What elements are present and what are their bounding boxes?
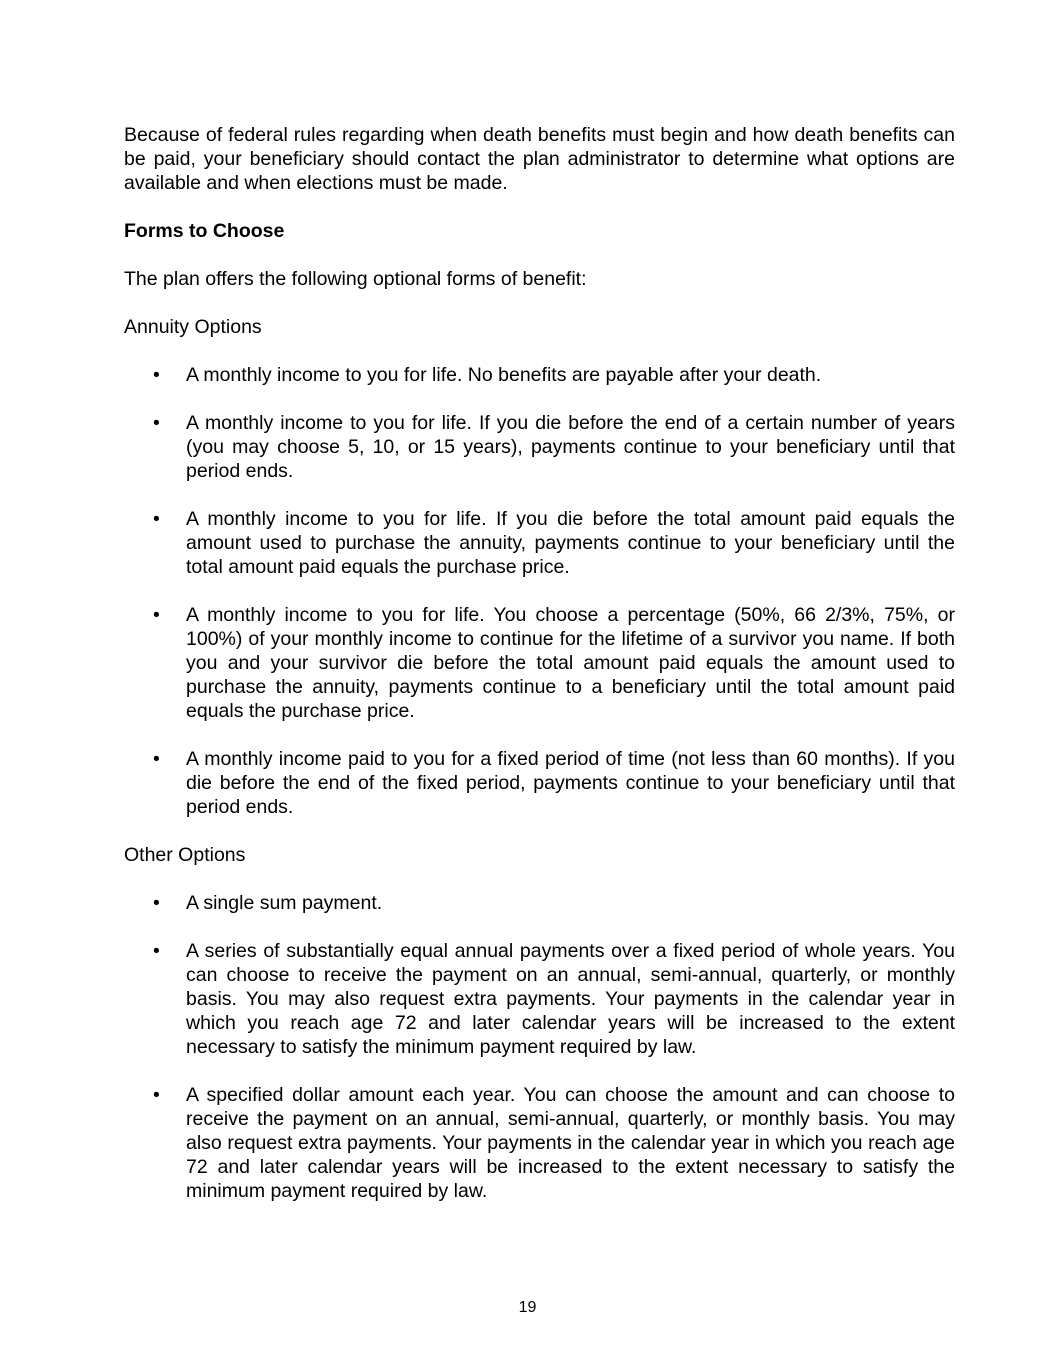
list-item (124, 747, 955, 819)
document-body (124, 123, 955, 1227)
list-item (124, 1083, 955, 1203)
list-item-text: A monthly income to you for life. If you die before the total amount paid equals the amount used to purchase the annuity, payments continue to your beneficiary until the total amount paid equals the purchase price. (186, 508, 955, 578)
list-item (124, 939, 955, 1059)
list-item-text: A monthly income to you for life. If you die before the end of a certain number of years (you may choose 5, 10, or 15 years), payments continue to your beneficiary until that period ends. (186, 412, 955, 482)
bullet-icon: • (153, 412, 160, 434)
section-heading: Forms to Choose (124, 220, 285, 242)
list-item (124, 603, 955, 723)
list-item (124, 363, 955, 387)
bullet-icon: • (153, 940, 160, 962)
list-item-text: A monthly income to you for life. No benefits are payable after your death. (186, 364, 822, 386)
intro-paragraph: Because of federal rules regarding when death benefits must begin and how death benefits can be paid, your beneficiary should contact the plan administrator to determine what options are available and when elections must be made. (124, 124, 955, 194)
list-item (124, 891, 955, 915)
list-item-text: A specified dollar amount each year. You can choose the amount and can choose to receive the payment on an annual, semi-annual, quarterly, or monthly basis. You may also request extra payments. Your payments in the calendar year in which you reach age 72 and later calendar years will be increased to the extent necessary to satisfy the minimum payment required by law. (186, 1084, 955, 1202)
annuity-options-label: Annuity Options (124, 316, 262, 338)
list-item-text: A monthly income to you for life. You choose a percentage (50%, 66 2/3%, 75%, or 100%) of your monthly income to continue for the lifetime of a survivor you name. If both you and your survivor die before the total amount paid equals the amount used to purchase the annuity, payments continue to a beneficiary until the total amount paid equals the purchase price. (186, 604, 955, 722)
other-options-list (124, 891, 955, 1203)
page-number: 19 (518, 1299, 537, 1316)
annuity-options-list (124, 363, 955, 819)
list-item (124, 507, 955, 579)
bullet-icon: • (153, 508, 160, 530)
list-item-text: A monthly income paid to you for a fixed period of time (not less than 60 months). If you die before the end of the fixed period, payments continue to your beneficiary until that period ends. (186, 748, 955, 818)
bullet-icon: • (153, 604, 160, 626)
list-item (124, 411, 955, 483)
list-item-text: A single sum payment. (186, 892, 383, 914)
bullet-icon: • (153, 1084, 160, 1106)
bullet-icon: • (153, 892, 160, 914)
bullet-icon: • (153, 364, 160, 386)
bullet-icon: • (153, 748, 160, 770)
list-item-text: A series of substantially equal annual payments over a fixed period of whole years. You can choose to receive the payment on an annual, semi-annual, quarterly, or monthly basis. You may also request extra payments. Your payments in the calendar year in which you reach age 72 and later calendar years will be increased to the extent necessary to satisfy the minimum payment required by law. (186, 940, 955, 1058)
other-options-label: Other Options (124, 844, 246, 866)
lead-sentence: The plan offers the following optional forms of benefit: (124, 268, 587, 290)
